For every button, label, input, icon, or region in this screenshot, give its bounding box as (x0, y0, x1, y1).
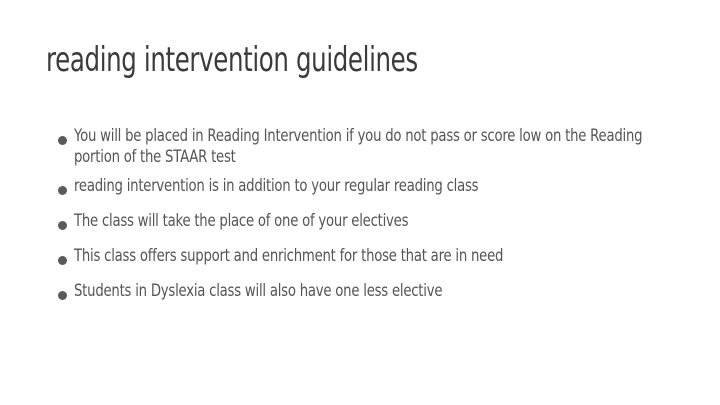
bullet-item (58, 126, 698, 176)
bullet-text: Students in Dyslexia class will also have one less elective (74, 281, 443, 301)
bullet-list (58, 126, 698, 311)
bullet-dot-icon (58, 186, 67, 195)
bullet-text: reading intervention is in addition to your regular reading class (74, 176, 479, 196)
bullet-dot-icon (58, 256, 67, 265)
bullet-text: You will be placed in Reading Intervention if you do not pass or score low on the Reading portion of the STAAR test (74, 126, 643, 167)
bullet-dot-icon (58, 136, 67, 145)
slide-title: reading intervention guidelines (46, 40, 418, 80)
bullet-text: The class will take the place of one of your electives (74, 211, 409, 231)
bullet-item (58, 211, 698, 246)
bullet-item (58, 246, 698, 281)
bullet-item (58, 176, 698, 211)
bullet-dot-icon (58, 221, 67, 230)
bullet-text: This class offers support and enrichment for those that are in need (74, 246, 504, 266)
bullet-dot-icon (58, 291, 67, 300)
bullet-item (58, 281, 698, 311)
